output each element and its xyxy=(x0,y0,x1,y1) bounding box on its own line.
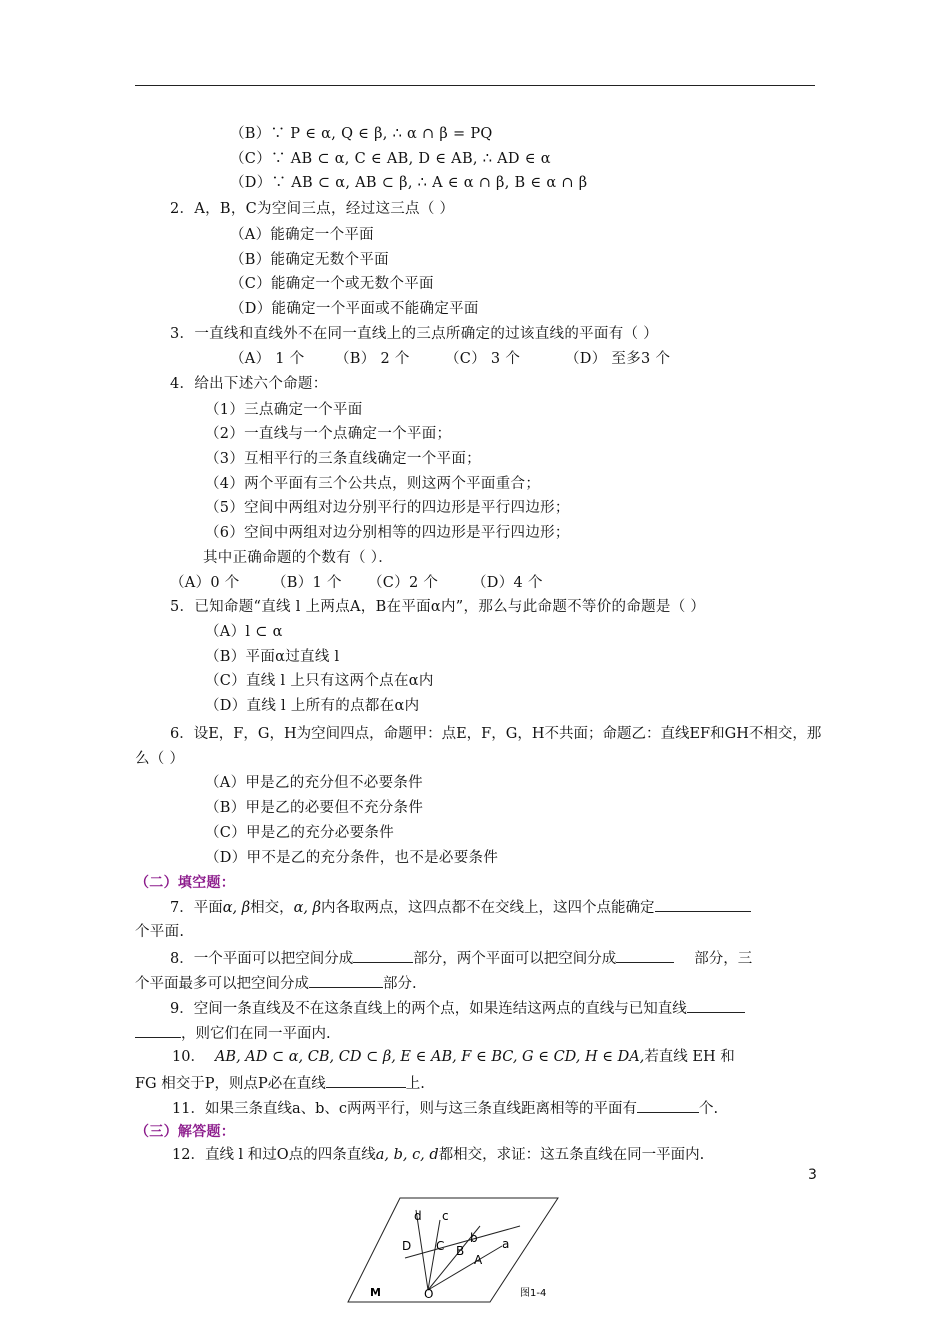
q7-text-1: 7．平面 xyxy=(170,900,223,916)
q4-stem: 4．给出下述六个命题： xyxy=(170,376,328,392)
q8-blank-2[interactable] xyxy=(616,948,674,963)
q8-blank-3[interactable] xyxy=(309,973,383,988)
label-C: C xyxy=(436,1239,445,1253)
q8-text-3: 部分，三 xyxy=(694,951,753,967)
q3-stem: 3．一直线和直线外不在同一直线上的三点所确定的过该直线的平面有（ ） xyxy=(170,326,659,342)
q10-line2 xyxy=(135,1073,425,1094)
q6-stem-line1: 6．设E，F，G，H为空间四点，命题甲：点E，F，G，H不共面；命题乙：直线EF和GH不相交，那 xyxy=(170,726,822,742)
q11-text-2: 个. xyxy=(699,1101,719,1117)
q3-option-b: （B） 2 个 xyxy=(335,351,410,367)
q5-option-a: （A）l ⊂ α xyxy=(205,624,283,640)
q4-option-d: （D）4 个 xyxy=(472,575,543,591)
q4-prop-5: （5）空间中两组对边分别平行的四边形是平行四边形； xyxy=(205,500,570,516)
q3-option-a: （A） 1 个 xyxy=(230,351,305,367)
q6-option-a: （A）甲是乙的充分但不必要条件 xyxy=(205,775,423,791)
q7-blank[interactable] xyxy=(655,897,751,912)
page-number: 3 xyxy=(808,1167,817,1183)
q4-prop-3: （3）互相平行的三条直线确定一个平面； xyxy=(205,451,481,467)
q4-prop-1: （1）三点确定一个平面 xyxy=(205,402,363,418)
q9-line1 xyxy=(170,998,745,1019)
q4-option-c: （C）2 个 xyxy=(368,575,439,591)
q9-text-1: 9．空间一条直线及不在这条直线上的两个点，如果连结这两点的直线与已知直线 xyxy=(170,1001,687,1017)
label-a: a xyxy=(502,1237,510,1251)
label-B: B xyxy=(456,1244,465,1258)
section-answer: （三）解答题： xyxy=(135,1124,236,1140)
q9-line2 xyxy=(135,1023,331,1044)
q4-prop-6: （6）空间中两组对边分别相等的四边形是平行四边形； xyxy=(205,525,570,541)
q9-text-2: ，则它们在同一平面内. xyxy=(181,1026,331,1042)
q2-option-d: （D）能确定一个平面或不能确定平面 xyxy=(230,301,479,317)
q2-stem: 2．A，B，C为空间三点，经过这三点（ ） xyxy=(170,201,455,217)
q6-stem-line2: 么（ ） xyxy=(135,751,185,767)
label-d: d xyxy=(414,1209,422,1223)
q8-text-4: 个平面最多可以把空间分成 xyxy=(135,976,309,992)
q3-option-d: （D） 至多3 个 xyxy=(565,351,671,367)
section-fill-in: （二）填空题： xyxy=(135,875,236,891)
q7-text-2: 相交， xyxy=(250,900,294,916)
q11-text-1: 11．如果三条直线a、b、c两两平行，则与这三条直线距离相等的平面有 xyxy=(172,1101,637,1117)
q4-ask: 其中正确命题的个数有（ ）． xyxy=(203,550,394,566)
q5-stem: 5．已知命题“直线 l 上两点A，B在平面α内”，那么与此命题不等价的命题是（ ） xyxy=(170,599,706,615)
q10-text-3: 上. xyxy=(405,1076,425,1092)
q8-line2 xyxy=(135,973,417,994)
q10-num: 10． xyxy=(172,1049,205,1065)
q12-text-2: 都相交，求证：这五条直线在同一平面内. xyxy=(438,1147,705,1163)
q11-line xyxy=(172,1098,718,1119)
q5-option-d: （D）直线 l 上所有的点都在α内 xyxy=(205,698,420,714)
q8-text-2: 部分，两个平面可以把空间分成 xyxy=(413,951,617,967)
q4-prop-4: （4）两个平面有三个公共点，则这两个平面重合； xyxy=(205,476,541,492)
q10-text-2: FG 相交于P，则点P必在直线 xyxy=(135,1076,326,1092)
label-M: M xyxy=(370,1286,381,1299)
q2-option-a: （A）能确定一个平面 xyxy=(230,227,374,243)
label-c: c xyxy=(442,1209,449,1223)
q7-line1 xyxy=(170,897,751,918)
q8-text-5: 部分. xyxy=(383,976,417,992)
q6-option-d: （D）甲不是乙的充分条件，也不是必要条件 xyxy=(205,850,499,866)
label-b: b xyxy=(470,1231,478,1245)
option-c-prev: （C）∵ AB ⊂ α, C ∈ AB, D ∈ AB, ∴ AD ∈ α xyxy=(230,151,551,167)
q10-blank[interactable] xyxy=(326,1073,406,1088)
q5-option-b: （B）平面α过直线 l xyxy=(205,649,340,665)
q7-math-2: α, β xyxy=(293,900,322,916)
q9-blank-a[interactable] xyxy=(687,998,745,1013)
q11-blank[interactable] xyxy=(637,1098,699,1113)
line-c xyxy=(428,1220,440,1290)
q7-math-1: α, β xyxy=(222,900,251,916)
q7-line2: 个平面. xyxy=(135,924,185,940)
q4-prop-2: （2）一直线与一个点确定一个平面； xyxy=(205,426,452,442)
q10-math: AB, AD ⊂ α, CB, CD ⊂ β, E ∈ AB, F ∈ BC, G ∈ CD, H ∈ DA, xyxy=(214,1049,645,1065)
header-rule xyxy=(135,85,815,86)
label-D: D xyxy=(402,1239,412,1253)
label-O: O xyxy=(424,1287,434,1301)
q8-blank-1[interactable] xyxy=(353,948,413,963)
q2-option-c: （C）能确定一个或无数个平面 xyxy=(230,276,434,292)
q12-text-1: 12．直线 l 和过O点的四条直线 xyxy=(172,1147,376,1163)
q2-option-b: （B）能确定无数个平面 xyxy=(230,252,389,268)
q10-line1 xyxy=(172,1047,735,1067)
q6-option-b: （B）甲是乙的必要但不充分条件 xyxy=(205,800,424,816)
figure-1-4 xyxy=(340,1190,580,1310)
option-b-prev: （B）∵ P ∈ α, Q ∈ β, ∴ α ∩ β = PQ xyxy=(230,126,493,142)
q8-text-1: 8．一个平面可以把空间分成 xyxy=(170,951,354,967)
q8-line1 xyxy=(170,948,752,969)
q7-text-3: 内各取两点，这四点都不在交线上，这四个点能确定 xyxy=(321,900,655,916)
q10-tail: 若直线 EH 和 xyxy=(644,1049,735,1065)
q5-option-c: （C）直线 l 上只有这两个点在α内 xyxy=(205,673,434,689)
q12-line xyxy=(172,1145,704,1165)
q4-option-a: （A）0 个 xyxy=(170,575,240,591)
option-d-prev: （D）∵ AB ⊂ α, AB ⊂ β, ∴ A ∈ α ∩ β, B ∈ α ∩ β xyxy=(230,175,588,191)
figure-caption: 图1-4 xyxy=(520,1288,547,1299)
q9-blank-b[interactable] xyxy=(135,1023,181,1038)
q4-option-b: （B）1 个 xyxy=(272,575,342,591)
q6-option-c: （C）甲是乙的充分必要条件 xyxy=(205,825,394,841)
q12-math: a, b, c, d xyxy=(375,1147,439,1163)
q3-option-c: （C） 3 个 xyxy=(445,351,521,367)
label-A: A xyxy=(474,1253,483,1267)
